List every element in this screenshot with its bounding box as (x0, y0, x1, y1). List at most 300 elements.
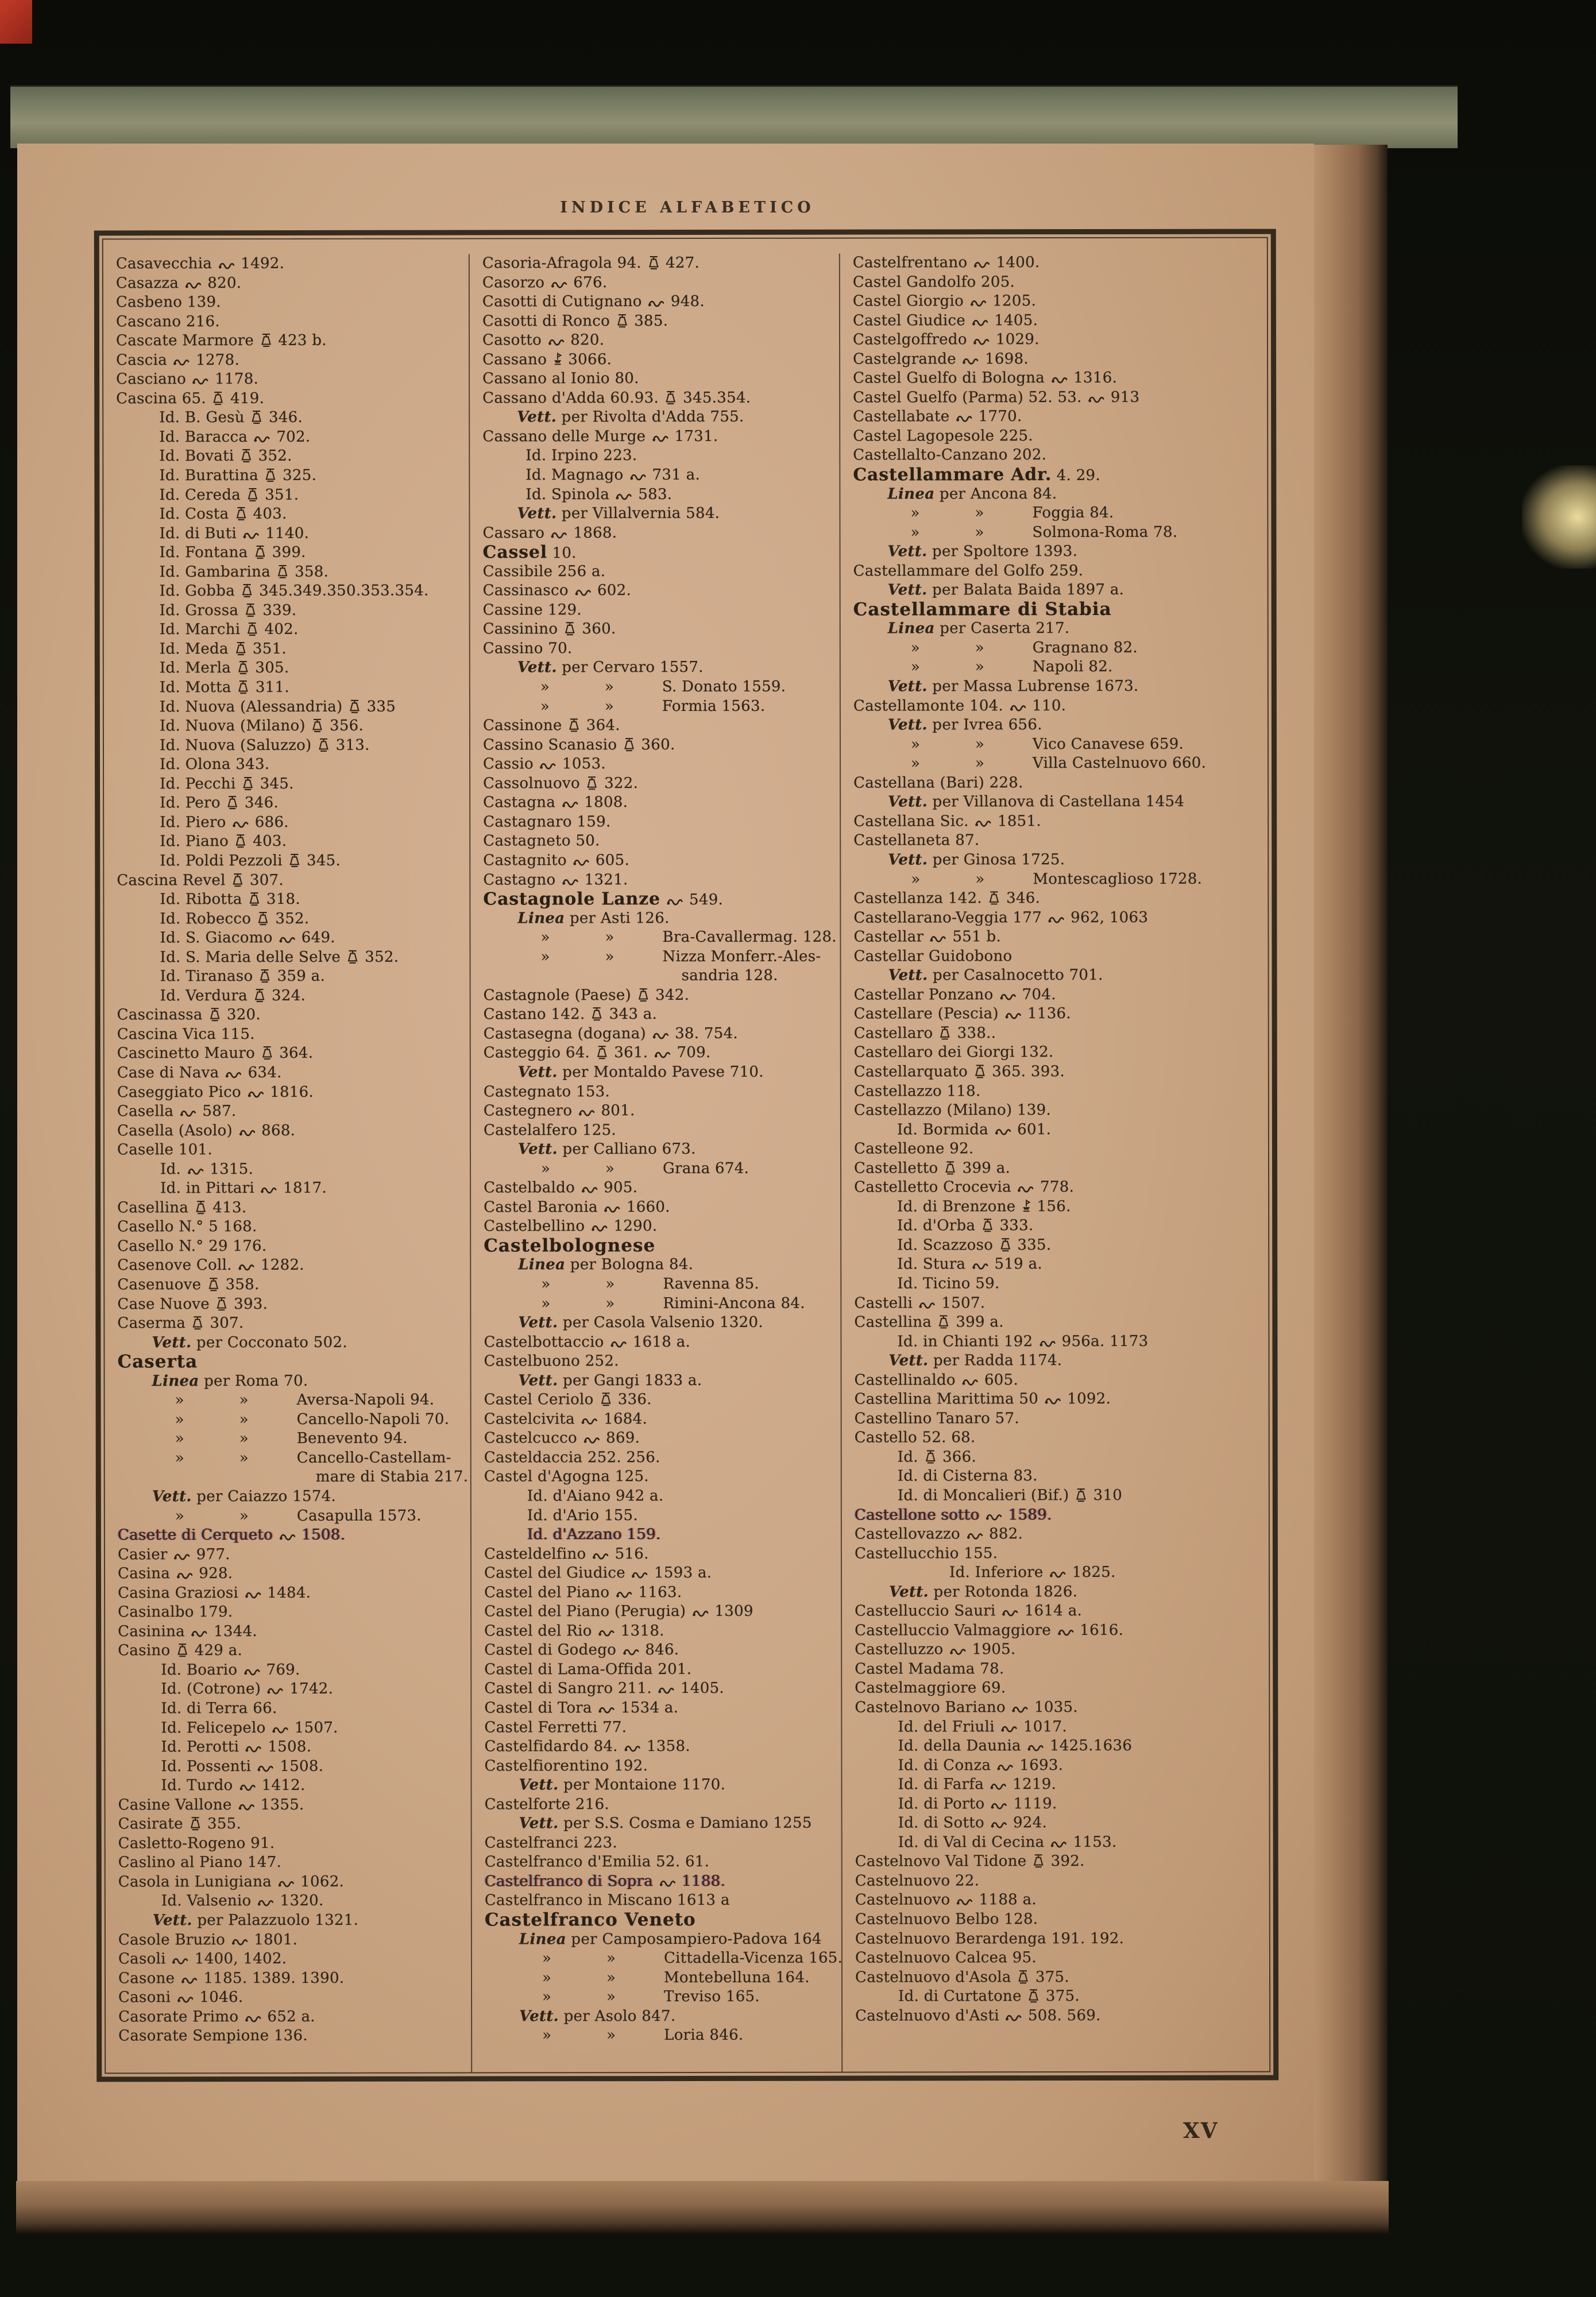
steam-tramway-horn-icon (997, 1758, 1014, 1778)
ditto-mark: » (541, 1294, 551, 1312)
index-entry: Casotto 820. (482, 331, 837, 350)
steam-tramway-horn-icon (598, 1701, 615, 1720)
index-entry: Casola in Lunigiana 1062. (118, 1872, 469, 1892)
index-entry: Castelnuovo 22. (855, 1872, 980, 1890)
steam-tramway-horn-icon (1049, 1565, 1066, 1585)
ditto-mark: » (910, 736, 921, 753)
steam-tramway-horn-icon (548, 333, 565, 353)
index-entry: Id. di Brenzone 156. (854, 1197, 1266, 1217)
telegraph-station-icon (591, 1007, 603, 1027)
ditto-mark: » (606, 1969, 616, 1986)
steam-tramway-horn-icon (257, 1760, 274, 1779)
index-entry: Id. Felicepelo 1507. (118, 1718, 468, 1738)
telegraph-station-icon (999, 1238, 1011, 1258)
index-entry: Vett. per Palazzuolo 1321. (152, 1911, 359, 1929)
index-entry: Id. S. Giacomo 649. (117, 929, 467, 948)
light-reflection-spot (1522, 465, 1596, 569)
steam-tramway-horn-icon (970, 294, 987, 314)
steam-tramway-horn-icon (1000, 1720, 1017, 1739)
index-entry: Castelnovo Bariano 1035. (855, 1698, 1266, 1718)
telegraph-station-icon (1027, 1989, 1039, 2009)
index-entry: Castel Giudice 1405. (853, 311, 1265, 331)
ditto-mark: » (910, 524, 920, 542)
index-entry: Castelbuono 252. (484, 1352, 619, 1370)
index-entry: Castel Gandolfo 205. (852, 273, 1015, 291)
index-entry: Castellaneta 87. (853, 832, 980, 849)
index-entry: Vett. per Montaldo Pavese 710. (517, 1063, 764, 1081)
index-entry: Castelfranci 223. (484, 1834, 618, 1852)
index-entry: Castagneto 50. (483, 832, 600, 850)
index-entry: Castellammare del Golfo 259. (853, 562, 1084, 580)
telegraph-station-icon (189, 1816, 201, 1836)
index-entry: Castelcivita 1684. (484, 1409, 838, 1429)
index-entry: Id. Tiranaso 359 a. (117, 967, 467, 987)
index-entry: Casavecchia 1492. (116, 254, 466, 274)
index-entry: Cascinetto Mauro 364. (117, 1044, 467, 1064)
steam-tramway-horn-icon (652, 1027, 668, 1046)
index-entry: Castelfrentano 1400. (853, 253, 1265, 273)
index-entry: Vett. per S.S. Cosma e Damiano 1255 (519, 1814, 812, 1832)
steam-tramway-horn-icon (245, 2010, 261, 2029)
index-entry: Castellone sotto 1589. (855, 1505, 1266, 1525)
telegraph-station-icon (349, 699, 361, 719)
ditto-mark: » (975, 639, 985, 657)
steam-tramway-horn-icon (238, 1258, 254, 1278)
index-entry: Castellar 551 b. (853, 927, 1265, 948)
steam-tramway-horn-icon (1039, 1335, 1056, 1354)
index-entry: Linea per Asti 126. (517, 909, 670, 927)
telegraph-station-icon (647, 256, 659, 276)
index-entry: » » S. Donato 1559. (483, 678, 837, 697)
index-entry: Castel del Piano 1163. (484, 1583, 838, 1602)
index-entry: Casorate Primo 652 a. (118, 2007, 469, 2027)
index-entry: Vett. per Rivolta d'Adda 755. (517, 408, 744, 426)
index-entry: Casellina 413. (117, 1198, 467, 1217)
book-page-stack-edge (10, 85, 1458, 148)
index-entry: Cascina 65. 419. (116, 389, 466, 408)
steam-tramway-horn-icon (648, 295, 664, 314)
steam-tramway-horn-icon (578, 1104, 595, 1123)
telegraph-station-icon (245, 603, 257, 623)
index-entry: Castel del Giudice 1593 a. (484, 1564, 838, 1583)
steam-tramway-horn-icon (658, 1681, 674, 1701)
index-entry: Caselle 101. (117, 1141, 212, 1159)
index-entry: Castelfranco in Miscano 1613 a (484, 1892, 730, 1909)
telegraph-station-icon (226, 795, 238, 815)
index-entry: Linea per Camposampiero-Padova 164 (519, 1930, 822, 1948)
index-entry: Id. Gobba 345.349.350.353.354. (117, 582, 467, 601)
index-entry: Castasegna (dogana) 38. 754. (484, 1024, 838, 1044)
index-entry: » » Cittadella-Vicenza 165. (485, 1949, 839, 1969)
telegraph-station-icon (176, 1644, 188, 1664)
steam-tramway-horn-icon (176, 1567, 193, 1586)
index-column-1 (103, 254, 471, 2073)
telegraph-station-icon (216, 1297, 228, 1317)
steam-tramway-horn-icon (1088, 390, 1104, 410)
index-entry: Casenuove 358. (117, 1275, 467, 1295)
telegraph-station-icon (250, 410, 262, 430)
index-entry: Castel Baronia 1660. (484, 1197, 838, 1217)
index-entry: Linea per Ancona 84. (887, 485, 1057, 503)
index-entry: Castelnovo Val Tidone 392. (855, 1852, 1267, 1872)
index-entry: » » Aversa-Napoli 94. (118, 1391, 468, 1410)
steam-tramway-horn-icon (1057, 1623, 1074, 1643)
telegraph-station-icon (212, 391, 224, 411)
index-entry: Id. in Chianti 192 956a. 1173 (854, 1332, 1266, 1352)
index-entry: Cascate Marmore 423 b. (116, 331, 466, 351)
telegraph-station-icon (254, 545, 266, 565)
index-entry: Casteldelfino 516. (484, 1544, 838, 1564)
steam-tramway-horn-icon (1004, 1007, 1021, 1027)
index-entry: » » Montescaglioso 1728. (853, 869, 1265, 890)
index-entry: Casina 928. (118, 1564, 468, 1584)
telegraph-station-icon (207, 1277, 219, 1297)
index-entry: Castelbellino 1290. (484, 1217, 838, 1236)
index-entry: Id. Nuova (Milano) 356. (117, 717, 467, 736)
steam-tramway-horn-icon (692, 1604, 709, 1624)
index-entry: Castellina 399 a. (854, 1313, 1266, 1333)
steam-tramway-horn-icon (177, 1990, 194, 2010)
index-entry: Id. Pecchi 345. (117, 774, 467, 794)
index-entry: Vett. per Villalvernia 584. (517, 505, 720, 523)
index-entry: Castellazzo 118. (853, 1082, 981, 1100)
index-column-3 (839, 253, 1269, 2072)
ditto-mark: » (605, 1275, 615, 1293)
index-entry: Castellina Marittima 50 1092. (855, 1390, 1266, 1410)
index-entry: » » Napoli 82. (853, 658, 1265, 678)
steam-tramway-horn-icon (248, 1085, 264, 1105)
index-entry: Casorate Sempione 136. (118, 2027, 308, 2045)
index-entry: Casina Graziosi 1484. (118, 1583, 468, 1603)
steam-tramway-horn-icon (244, 1663, 260, 1683)
steam-tramway-horn-icon (218, 257, 235, 276)
steam-tramway-horn-icon (1017, 1180, 1034, 1200)
index-entry: Castano 142. 343 a. (484, 1005, 838, 1024)
telegraph-station-icon (253, 988, 265, 1008)
telegraph-station-icon (208, 1007, 221, 1027)
steam-tramway-horn-icon (551, 276, 567, 295)
steam-tramway-horn-icon (173, 1548, 190, 1567)
index-entry: Castellar Ponzano 704. (854, 985, 1266, 1005)
ditto-mark: » (911, 755, 921, 772)
steam-tramway-horn-icon (172, 1952, 188, 1971)
index-entry: » » Treviso 165. (485, 1987, 839, 2007)
steam-tramway-horn-icon (1048, 911, 1065, 930)
index-entry: » » Rimini-Ancona 84. (484, 1294, 838, 1313)
index-entry: Id. Grossa 339. (117, 601, 467, 620)
index-entry: Castelnuovo d'Asola 375. (855, 1967, 1267, 1987)
ditto-mark: » (605, 1294, 615, 1312)
steam-tramway-horn-icon (272, 1721, 288, 1741)
index-entry: Id. Merla 305. (117, 659, 467, 678)
steam-tramway-horn-icon (231, 1933, 248, 1952)
ditto-mark: » (239, 1430, 249, 1448)
telegraph-station-icon (586, 776, 598, 796)
index-entry: Castelgoffredo 1029. (853, 330, 1265, 350)
ditto-mark: » (175, 1391, 184, 1409)
index-entry: Id. Burattina 325. (116, 466, 466, 486)
steam-tramway-horn-icon (949, 1643, 966, 1662)
index-entry: Id. Baracca 702. (116, 427, 466, 447)
index-entry: Cassinasco 602. (483, 581, 837, 601)
index-entry: » » Bra-Cavallermag. 128. (483, 928, 837, 948)
index-entry: Castellarquato 365. 393. (854, 1062, 1266, 1082)
index-entry: Id. di Farfa 1219. (855, 1775, 1267, 1795)
index-entry: Id. S. Maria delle Selve 352. (117, 948, 467, 967)
index-entry: Vett. per Massa Lubrense 1673. (887, 677, 1139, 695)
telegraph-station-icon (259, 969, 271, 989)
telegraph-station-icon (235, 506, 247, 527)
telegraph-station-icon (246, 622, 258, 642)
index-entry: Casteldaccia 252. 256. (484, 1448, 660, 1467)
steam-tramway-horn-icon (257, 1894, 274, 1913)
index-entry: Id. Irpino 223. (525, 447, 637, 465)
steam-tramway-horn-icon (919, 1296, 936, 1316)
index-entry: » » Formia 1563. (483, 697, 837, 716)
index-entry: Cassino 70. (482, 640, 573, 658)
index-entry: Cassibile 256 a. (482, 562, 606, 581)
telegraph-station-icon (981, 1219, 994, 1239)
steam-tramway-horn-icon (180, 1104, 196, 1124)
index-entry: Vett. per Gangi 1833 a. (518, 1371, 702, 1390)
index-entry: Vett. per Radda 1174. (888, 1352, 1062, 1370)
telegraph-station-icon (248, 892, 260, 912)
telegraph-station-icon (264, 468, 276, 488)
page-edge-right (1314, 145, 1388, 2206)
index-entry: Castelluzzo 1905. (855, 1640, 1266, 1660)
steam-tramway-horn-icon (1027, 1739, 1044, 1758)
index-entry: Id. Nuova (Saluzzo) 313. (117, 736, 467, 755)
index-entry: Id. Turdo 1412. (118, 1776, 469, 1796)
index-entry: Cascano 216. (115, 312, 220, 331)
index-entry: Castel Lagopesole 225. (853, 427, 1033, 445)
index-frame (94, 229, 1278, 2082)
index-entry: Castellaro dei Giorgi 132. (853, 1043, 1054, 1062)
index-entry: Castelmaggiore 69. (855, 1679, 1006, 1697)
index-entry: Castelforte 216. (484, 1795, 609, 1813)
index-entry: Castelgrande 1698. (853, 349, 1265, 369)
ditto-mark: » (239, 1507, 249, 1525)
index-entry: Id. in Pittari 1817. (117, 1179, 467, 1198)
steam-tramway-horn-icon (191, 1625, 207, 1644)
steam-tramway-horn-icon (961, 1373, 978, 1393)
index-entry: » » Foggia 84. (853, 504, 1265, 524)
index-entry: Id. Spinola 583. (482, 485, 837, 504)
steam-tramway-horn-icon (1005, 2009, 1022, 2028)
index-entry: » » Vico Canavese 659. (853, 734, 1265, 755)
ditto-mark: » (975, 523, 984, 541)
steam-tramway-horn-icon (990, 1816, 1007, 1836)
ditto-mark: » (542, 1988, 552, 2006)
telegraph-station-icon (596, 1046, 608, 1066)
ditto-mark: » (175, 1449, 184, 1467)
ditto-mark: » (540, 948, 550, 966)
index-entry: Castellana Sic. 1851. (853, 811, 1265, 832)
telegraph-station-icon (568, 718, 580, 738)
page-number: XV (1183, 2118, 1219, 2143)
index-entry: Vett. per Ginosa 1725. (888, 851, 1065, 869)
index-entry: Castellare (Pescia) 1136. (854, 1004, 1266, 1024)
steam-tramway-horn-icon (279, 931, 295, 950)
index-entry-heading: Castelbolognese (484, 1235, 656, 1256)
index-entry: Castello 52. 68. (854, 1429, 976, 1447)
index-entry: Casella 587. (117, 1102, 467, 1122)
ditto-mark: » (239, 1449, 249, 1467)
index-entry: » » Benevento 94. (118, 1429, 468, 1449)
index-entry: Casinina 1344. (118, 1622, 468, 1641)
index-entry: » » Gragnano 82. (853, 639, 1265, 659)
index-entry: Casazza 820. (116, 273, 466, 293)
index-entry: Id. Perotti 1508. (118, 1738, 468, 1757)
ditto-mark: » (175, 1411, 184, 1429)
index-entry: Castagnole Lanze 549. (483, 890, 837, 909)
index-entry: Castellovazzo 882. (855, 1525, 1266, 1545)
index-entry: Castel Guelfo di Bologna 1316. (853, 369, 1265, 389)
index-entry: Vett. per Calliano 673. (517, 1140, 696, 1158)
ditto-mark: » (239, 1391, 249, 1409)
telegraph-station-icon (616, 314, 628, 334)
index-entry: Id. Boario 769. (118, 1660, 468, 1680)
index-entry: Id. d'Ario 155. (527, 1506, 638, 1524)
index-entry: Id. Stura 519 a. (854, 1255, 1266, 1275)
steam-tramway-horn-icon (598, 1624, 615, 1644)
steam-tramway-horn-icon (562, 796, 578, 815)
index-entry: Castagnaro 159. (483, 813, 611, 831)
steam-tramway-horn-icon (573, 853, 589, 873)
telegraph-station-icon (939, 1026, 951, 1046)
index-entry: Id. di Curtatone 375. (855, 1987, 1267, 2007)
steam-tramway-horn-icon (930, 930, 946, 950)
ditto-mark: » (541, 1275, 551, 1293)
index-entry: Linea per Caserta 217. (887, 620, 1070, 637)
index-entry: Castagnito 605. (483, 851, 837, 871)
steam-tramway-horn-icon (1050, 1835, 1067, 1855)
index-entry: Castel Madama 78. (855, 1660, 1004, 1678)
ditto-mark: » (911, 870, 921, 888)
steam-tramway-horn-icon (1002, 1604, 1018, 1623)
index-entry: Id. 366. (855, 1447, 1266, 1467)
index-entry: Castelfidardo 84. 1358. (484, 1737, 838, 1757)
index-entry: Vett. per Cocconato 502. (152, 1333, 347, 1351)
index-entry: Castellucchio 155. (854, 1544, 998, 1563)
index-entry: Case di Nava 634. (117, 1064, 467, 1083)
steam-tramway-horn-icon (975, 814, 991, 834)
index-entry: Id. Possenti 1508. (118, 1757, 468, 1776)
ditto-mark: » (542, 1950, 552, 1967)
index-entry: Id. Ticino 59. (897, 1275, 1000, 1293)
steam-tramway-horn-icon (616, 488, 632, 507)
index-entry: Id. d'Aiano 942 a. (527, 1487, 664, 1505)
index-entry: Casbeno 139. (115, 293, 221, 311)
steam-tramway-horn-icon (973, 256, 990, 275)
index-entry: » » Cancello-Napoli 70. (118, 1410, 468, 1429)
ditto-mark: » (975, 658, 985, 676)
index-entry: Vett. per Casola Valsenio 1320. (518, 1313, 763, 1332)
page-header: INDICE ALFABETICO (560, 199, 815, 216)
index-entry: Castagno 1321. (483, 870, 837, 890)
index-entry: Cassano d'Adda 60.93. 345.354. (482, 388, 837, 408)
telegraph-station-icon (944, 1161, 956, 1181)
index-entry: Castelbaldo 905. (484, 1178, 838, 1198)
index-entry: » » Casapulla 1573. (118, 1506, 468, 1526)
index-entry: Casenove Coll. 1282. (117, 1256, 467, 1275)
steam-tramway-horn-icon (261, 1181, 277, 1201)
telegraph-station-icon (623, 737, 635, 757)
index-entry: Cassio 1053. (483, 755, 837, 774)
ditto-mark: » (540, 678, 550, 696)
ditto-mark: » (605, 929, 615, 946)
index-entry: Castelalfero 125. (483, 1121, 617, 1139)
index-entry: Vett. per Caiazzo 1574. (152, 1487, 337, 1506)
steam-tramway-horn-icon (966, 1527, 983, 1546)
index-entry: Casorzo 676. (482, 273, 837, 292)
index-entry: Id. Bormida 601. (854, 1120, 1266, 1140)
telegraph-station-icon (192, 1316, 204, 1336)
ditto-mark: » (605, 1159, 615, 1177)
index-entry: » » Nizza Monferr.-Ales- (483, 947, 837, 966)
boat-service-icon (553, 352, 562, 372)
index-entry: Casette di Cerqueto 1508. (118, 1526, 468, 1545)
index-entry: Id. di Buti 1140. (116, 524, 466, 543)
index-entry: Castelleone 92. (853, 1140, 974, 1158)
index-entry: Id. di Moncalieri (Bif.) 310 (855, 1486, 1266, 1506)
index-entry: Cassinone 364. (483, 716, 837, 736)
index-entry: Cassel 10. (482, 542, 577, 563)
telegraph-station-icon (261, 1046, 273, 1066)
steam-tramway-horn-icon (610, 1335, 627, 1355)
index-entry: Casotti di Cutignano 948. (482, 292, 837, 312)
index-entry: Casino 429 a. (118, 1641, 468, 1661)
index-entry: Castellino Tanaro 57. (854, 1410, 1019, 1428)
index-entry: Id. del Friuli 1017. (855, 1717, 1266, 1737)
ditto-mark: » (175, 1507, 185, 1525)
book-page (17, 144, 1314, 2181)
index-entry: Id. di Terra 66. (161, 1700, 277, 1718)
index-entry: Id. Piero 686. (117, 813, 467, 832)
ditto-mark: » (540, 929, 550, 946)
index-entry: Id. Verdura 324. (117, 986, 467, 1006)
steam-tramway-horn-icon (581, 1412, 598, 1432)
index-entry-heading: Castellammare di Stabia (853, 598, 1112, 620)
steam-tramway-horn-icon (604, 1200, 620, 1220)
index-entry: Castellanza 142. 346. (853, 889, 1265, 909)
index-entry: Vett. per Cervaro 1557. (517, 659, 704, 676)
steam-tramway-horn-icon (245, 1586, 261, 1606)
steam-tramway-horn-icon (654, 1046, 671, 1065)
steam-tramway-horn-icon (181, 1971, 198, 1991)
index-entry: Id. Costa 403. (116, 505, 466, 524)
steam-tramway-horn-icon (972, 314, 988, 333)
steam-tramway-horn-icon (239, 1778, 256, 1798)
index-column-2 (469, 254, 841, 2072)
index-entry: Cassino Scanasio 360. (483, 735, 837, 755)
steam-tramway-horn-icon (1051, 371, 1068, 390)
steam-tramway-horn-icon (962, 352, 979, 372)
index-entry: Casinalbo 179. (118, 1603, 233, 1621)
index-entry: Vett. per Balata Baida 1897 a. (887, 581, 1124, 599)
index-entry: Casotti di Ronco 385. (482, 311, 837, 331)
index-entry: Cascinassa 320. (117, 1006, 467, 1025)
page-edge-bottom (16, 2181, 1389, 2234)
index-entry: Id. Scazzoso 335. (854, 1235, 1266, 1255)
telegraph-station-icon (988, 891, 1000, 911)
index-entry: Id. Inferiore 1825. (855, 1563, 1266, 1583)
index-entry: Castellammare Adr. 4. 29. (853, 465, 1100, 485)
telegraph-station-icon (240, 449, 252, 469)
index-entry: Castellalto-Canzano 202. (853, 446, 1047, 465)
ditto-mark: » (604, 678, 615, 696)
index-entry: Vett. per Ivrea 656. (887, 716, 1042, 734)
